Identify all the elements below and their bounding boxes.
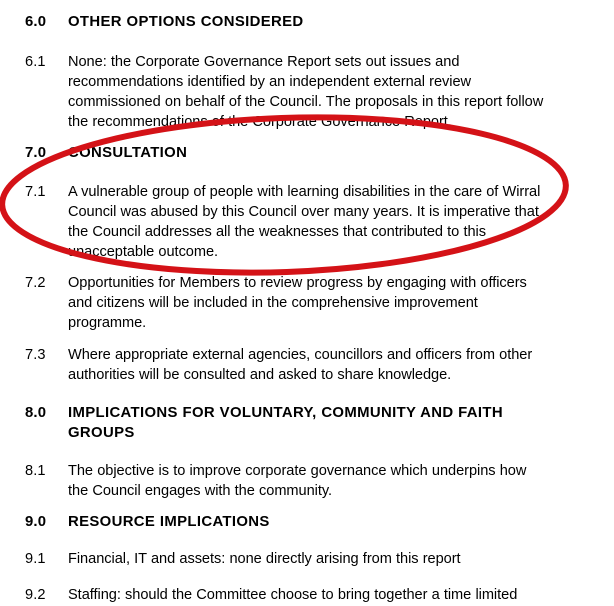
section-text: OTHER OPTIONS CONSIDERED (68, 14, 304, 30)
section-text: Opportunities for Members to review progress by engaging with officers and citizens will be included in the comprehensive improvement programme. (68, 275, 527, 331)
section-number: 9.1 (25, 551, 46, 567)
section-text: CONSULTATION (68, 145, 188, 161)
section-text: IMPLICATIONS FOR VOLUNTARY, COMMUNITY AND FAITH GROUPS (68, 405, 503, 441)
section-text: Staffing: should the Committee choose to bring together a time limited (68, 587, 518, 603)
section-text: Financial, IT and assets: none directly arising from this report (68, 551, 461, 567)
section-number: 9.2 (25, 587, 46, 603)
section-text: Where appropriate external agencies, councillors and officers from other authorities will be consulted and asked to share knowledge. (68, 347, 533, 383)
section-paragraph (0, 182, 614, 262)
section-text: RESOURCE IMPLICATIONS (68, 514, 270, 530)
section-number: 8.1 (25, 463, 46, 479)
section-heading (0, 12, 614, 32)
section-number: 8.0 (25, 405, 47, 421)
section-paragraph (0, 273, 614, 333)
section-number: 7.0 (25, 145, 47, 161)
section-text: None: the Corporate Governance Report sets out issues and recommendations identified by an independent external review commissioned on behalf of the Council. The proposals in this report follow the recommendations of the Corporate Governance Report. (68, 54, 544, 130)
section-paragraph (0, 549, 614, 569)
section-number: 7.1 (25, 184, 46, 200)
section-number: 7.3 (25, 347, 46, 363)
section-paragraph (0, 345, 614, 385)
section-heading (0, 512, 614, 532)
section-number: 6.1 (25, 54, 46, 70)
section-text: The objective is to improve corporate governance which underpins how the Council engages with the community. (68, 463, 527, 499)
section-paragraph (0, 461, 614, 501)
section-text: A vulnerable group of people with learning disabilities in the care of Wirral Council was abused by this Council over many years. It is imperative that the Council addresses all the weaknesses that contributed to this unacceptable outcome. (68, 184, 541, 260)
section-heading (0, 143, 614, 163)
section-number: 9.0 (25, 514, 47, 530)
section-paragraph (0, 585, 614, 605)
section-number: 6.0 (25, 14, 47, 30)
section-paragraph (0, 52, 614, 132)
section-heading (0, 403, 614, 443)
section-number: 7.2 (25, 275, 46, 291)
